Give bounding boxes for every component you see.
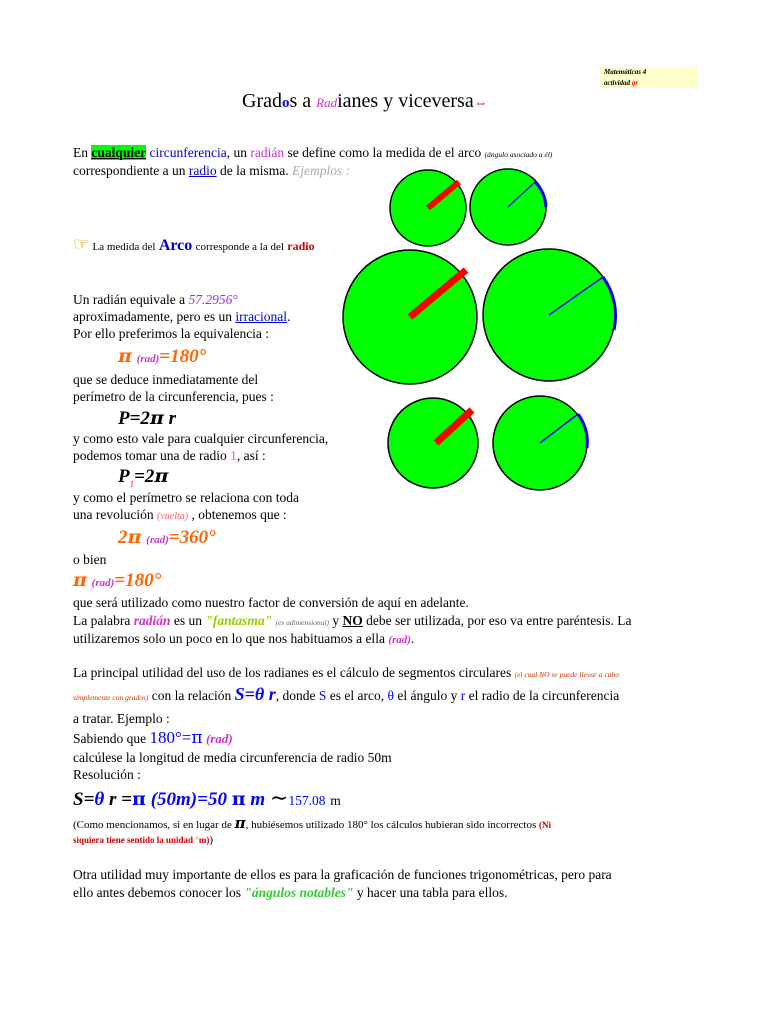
- arco-line: ☞ La medida del Arco corresponde a la del radio: [73, 234, 315, 254]
- section3-line-2: ello antes debemos conocer los "ángulos notables" y hacer una tabla para ellos.: [73, 885, 508, 900]
- comment-line-2: siquiera tiene sentido la unidad °m)): [73, 834, 214, 846]
- intro-line-1: En cualquier circunferencia, un radián se define como la medida de el arco (ángulo asociado a él): [73, 145, 553, 160]
- body-line-1: Un radián equivale a 57.2956°: [73, 292, 238, 307]
- equation-2pi-360: 2π (rad)=360°: [118, 526, 216, 548]
- equation-perimeter: P=2π r: [118, 407, 177, 429]
- small-circle-radius: [390, 170, 466, 246]
- section2-line-3: a tratar. Ejemplo :: [73, 711, 170, 726]
- equation-perimeter-1: $P_1=2\pi$: [118, 465, 169, 489]
- body-line-11: que será utilizado como nuestro factor de conversión de aquí en adelante.: [73, 595, 469, 610]
- body-line-8: y como el perímetro se relaciona con toda: [73, 490, 300, 505]
- body-line-10: o bien: [73, 552, 107, 567]
- equation-pi-180-b: π (rad)=180°: [73, 569, 162, 591]
- body-line-6: y como esto vale para cualquier circunferencia,: [73, 431, 329, 446]
- medium-circle-arc: [493, 396, 587, 490]
- body-line-13: utilizaremos solo un poco en lo que nos habituamos a ella (rad).: [73, 631, 415, 646]
- page-title: Grados a Radianes y viceversa⇔: [242, 90, 488, 112]
- resolution-equation: S=θ r =π (50m)=50 π m ∼157.08 m: [73, 785, 341, 810]
- intro-line-2: correspondiente a un radio de la misma. Ejemplos :: [73, 163, 351, 178]
- large-circle-arc: [483, 249, 616, 381]
- body-line-12: La palabra radián es un "fantasma" (es adimensional) y NO debe ser utilizada, por eso va entre paréntesis. La: [73, 613, 632, 628]
- body-line-4: que se deduce inmediatamente del: [73, 372, 259, 387]
- section2-line-2: simplemente con grados) con la relación S=θ r, donde S es el arco, θ el ángulo y r el radio de la circunferencia: [73, 684, 620, 704]
- header-activity: actividad gr: [600, 78, 698, 88]
- equation-pi-180: π (rad)=180°: [118, 345, 207, 367]
- section2-line-6: Resolución :: [73, 767, 141, 782]
- body-line-3: Por ello preferimos la equivalencia :: [73, 326, 270, 341]
- section3-line-1: Otra utilidad muy importante de ellos es para la graficación de funciones trigonométricas, pero para: [73, 867, 612, 882]
- comment-line-1: (Como mencionamos, si en lugar de π, hubiésemos utilizado 180° los cálculos hubieran sido incorrectos (Ni: [73, 814, 551, 832]
- hand-pointing-icon: ☞: [73, 234, 90, 254]
- small-circle-arc: [470, 169, 546, 245]
- body-line-2: aproximadamente, pero es un irracional.: [73, 309, 291, 324]
- medium-circle-radius: [388, 398, 478, 488]
- large-circle-radius: [343, 250, 477, 384]
- body-line-7: podemos tomar una de radio 1, así :: [73, 448, 266, 463]
- section2-line-1: La principal utilidad del uso de los radianes es el cálculo de segmentos circulares (el cual NO se puede llevar a cabo: [73, 665, 619, 680]
- header-subject: Matemáticas 4: [600, 67, 698, 77]
- body-line-5: perímetro de la circunferencia, pues :: [73, 389, 274, 404]
- section2-line-5: calcúlese la longitud de media circunferencia de radio 50m: [73, 750, 392, 765]
- body-line-9: una revolución (vuelta) , obtenemos que :: [73, 507, 287, 522]
- section2-line-4: Sabiendo que 180°=π (rad): [73, 728, 233, 748]
